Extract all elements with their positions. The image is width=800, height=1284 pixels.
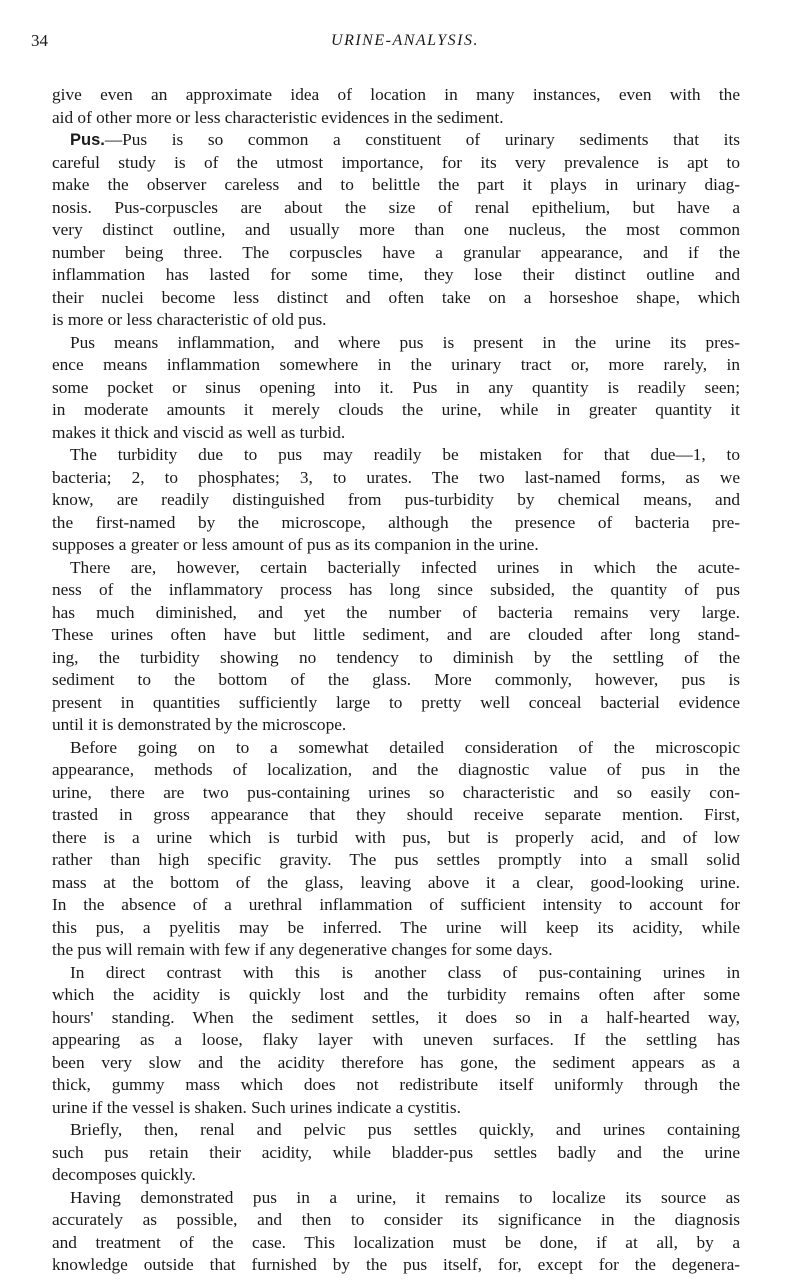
line-text: bacteria; 2, to phosphates; 3, to urates. The two last-named forms, as we bbox=[52, 467, 740, 487]
text-line bbox=[52, 939, 740, 962]
line-text: Briefly, then, renal and pelvic pus settles quickly, and urines containing bbox=[70, 1120, 740, 1139]
line-text: Before going on to a somewhat detailed consideration of the microscopic bbox=[70, 737, 740, 757]
line-text: make the observer careless and to belittle the part it plays in urinary diag- bbox=[52, 175, 740, 194]
page-number: 34 bbox=[31, 31, 48, 50]
line-text: There are, however, certain bacterially infected urines in which the acute- bbox=[70, 557, 740, 577]
line-text: give even an approximate idea of location in many instances, even with the bbox=[52, 85, 740, 104]
text-line bbox=[52, 467, 740, 490]
line-text: the pus will remain with few if any degenerative changes for some days. bbox=[52, 940, 553, 959]
line-text: present in quantities sufficiently large to pretty well conceal bacterial evidence bbox=[52, 692, 740, 712]
text-line bbox=[52, 557, 740, 580]
text-line bbox=[52, 692, 740, 715]
text-line bbox=[52, 782, 740, 805]
line-text: ness of the inflammatory process has long since subsided, the quantity of pus bbox=[52, 580, 740, 599]
line-text: there is a urine which is turbid with pus, but is properly acid, and of low bbox=[52, 827, 740, 847]
line-text: until it is demonstrated by the microscope. bbox=[52, 715, 347, 734]
line-text: rather than high specific gravity. The pus settles promptly into a small solid bbox=[52, 850, 740, 869]
text-line bbox=[52, 759, 740, 782]
text-line bbox=[52, 264, 740, 287]
line-text: urine if the vessel is shaken. Such urines indicate a cystitis. bbox=[52, 1097, 461, 1117]
text-line bbox=[52, 827, 740, 850]
line-text: makes it thick and viscid as well as turbid. bbox=[52, 422, 346, 442]
line-text: and treatment of the case. This localization must be done, if at all, by a bbox=[52, 1232, 740, 1252]
text-line bbox=[52, 1074, 740, 1097]
text-line bbox=[52, 714, 740, 737]
text-line bbox=[52, 197, 740, 220]
text-line bbox=[52, 84, 740, 107]
text-line bbox=[52, 1052, 740, 1075]
body-text bbox=[52, 84, 740, 1277]
line-text: In direct contrast with this is another class of pus-containing urines in bbox=[70, 962, 740, 982]
section-heading: Pus. bbox=[70, 131, 105, 149]
line-text: very distinct outline, and usually more than one nucleus, the most common bbox=[52, 220, 740, 239]
text-line bbox=[52, 332, 740, 355]
line-text: aid of other more or less characteristic evidences in the sediment. bbox=[52, 107, 504, 127]
running-head: URINE-ANALYSIS. bbox=[331, 32, 479, 49]
text-line bbox=[52, 624, 740, 647]
line-text: These urines often have but little sediment, and are clouded after long stand- bbox=[52, 625, 740, 644]
text-line bbox=[52, 849, 740, 872]
line-text: is more or less characteristic of old pus. bbox=[52, 310, 327, 329]
text-line bbox=[52, 219, 740, 242]
text-line bbox=[52, 1007, 740, 1030]
line-text: supposes a greater or less amount of pus as its companion in the urine. bbox=[52, 535, 539, 554]
line-text: number being three. The corpuscles have a granular appearance, and if the bbox=[52, 242, 740, 262]
line-text: trasted in gross appearance that they should receive separate mention. First, bbox=[52, 805, 740, 824]
line-text: this pus, a pyelitis may be inferred. The urine will keep its acidity, while bbox=[52, 917, 740, 937]
text-line bbox=[52, 894, 740, 917]
line-text: ing, the turbidity showing no tendency to diminish by the settling of the bbox=[52, 647, 740, 667]
line-text: The turbidity due to pus may readily be mistaken for that due—1, to bbox=[70, 445, 740, 464]
line-text: urine, there are two pus-containing urines so characteristic and so easily con- bbox=[52, 782, 740, 802]
text-line bbox=[52, 444, 740, 467]
line-text: appearance, methods of localization, and the diagnostic value of pus in the bbox=[52, 760, 740, 779]
text-line bbox=[52, 804, 740, 827]
text-line bbox=[52, 1187, 740, 1210]
text-line bbox=[52, 512, 740, 535]
line-text: nosis. Pus-corpuscles are about the size of renal epithelium, but have a bbox=[52, 197, 740, 217]
text-line bbox=[52, 287, 740, 310]
line-text: hours' standing. When the sediment settles, it does so in a half-hearted way, bbox=[52, 1007, 740, 1027]
line-text: Having demonstrated pus in a urine, it remains to localize its source as bbox=[70, 1187, 740, 1207]
text-line bbox=[52, 1029, 740, 1052]
text-line bbox=[52, 669, 740, 692]
text-line bbox=[52, 152, 740, 175]
text-line bbox=[52, 602, 740, 625]
text-line bbox=[52, 242, 740, 265]
line-text: their nuclei become less distinct and often take on a horseshoe shape, which bbox=[52, 287, 740, 307]
line-text: sediment to the bottom of the glass. More commonly, however, pus is bbox=[52, 670, 740, 689]
line-text: careful study is of the utmost importance, for its very prevalence is apt to bbox=[52, 152, 740, 172]
line-text: has much diminished, and yet the number of bacteria remains very large. bbox=[52, 602, 740, 622]
text-line bbox=[52, 579, 740, 602]
line-text: knowledge outside that furnished by the pus itself, for, except for the degenera- bbox=[52, 1255, 740, 1274]
text-line bbox=[52, 1164, 740, 1187]
line-text: ence means inflammation somewhere in the urinary tract or, more rarely, in bbox=[52, 355, 740, 374]
line-text: inflammation has lasted for some time, they lose their distinct outline and bbox=[52, 265, 740, 284]
line-text: appearing as a loose, flaky layer with uneven surfaces. If the settling has bbox=[52, 1030, 740, 1049]
text-line bbox=[52, 1097, 740, 1120]
line-text: been very slow and the acidity therefore has gone, the sediment appears as a bbox=[52, 1052, 740, 1072]
line-text: thick, gummy mass which does not redistribute itself uniformly through the bbox=[52, 1075, 740, 1094]
text-line bbox=[52, 647, 740, 670]
page-header bbox=[31, 30, 739, 52]
line-text: such pus retain their acidity, while bladder-pus settles badly and the urine bbox=[52, 1142, 740, 1162]
text-line bbox=[52, 377, 740, 400]
line-text: In the absence of a urethral inflammation of sufficient intensity to account for bbox=[52, 895, 740, 914]
line-text: in moderate amounts it merely clouds the urine, while in greater quantity it bbox=[52, 400, 740, 419]
text-line bbox=[52, 399, 740, 422]
text-line bbox=[52, 1209, 740, 1232]
text-line bbox=[52, 962, 740, 985]
text-line bbox=[52, 984, 740, 1007]
text-line bbox=[52, 1119, 740, 1142]
text-line bbox=[52, 872, 740, 895]
line-text: some pocket or sinus opening into it. Pus in any quantity is readily seen; bbox=[52, 377, 740, 397]
line-text: Pus means inflammation, and where pus is present in the urine its pres- bbox=[70, 332, 740, 352]
text-line bbox=[52, 1232, 740, 1255]
text-line bbox=[52, 309, 740, 332]
text-line bbox=[52, 107, 740, 130]
line-text: which the acidity is quickly lost and the turbidity remains often after some bbox=[52, 985, 740, 1004]
text-line bbox=[52, 489, 740, 512]
line-text: —Pus is so common a constituent of urinary sediments that its bbox=[104, 130, 740, 149]
line-text: mass at the bottom of the glass, leaving above it a clear, good-looking urine. bbox=[52, 872, 740, 892]
line-text: know, are readily distinguished from pus-turbidity by chemical means, and bbox=[52, 490, 740, 509]
line-text: accurately as possible, and then to consider its significance in the diagnosis bbox=[52, 1210, 740, 1229]
text-line bbox=[52, 917, 740, 940]
text-line bbox=[52, 534, 740, 557]
text-line bbox=[52, 1142, 740, 1165]
text-line bbox=[52, 1254, 740, 1277]
text-line bbox=[52, 422, 740, 445]
text-line bbox=[52, 174, 740, 197]
text-line bbox=[52, 354, 740, 377]
line-text: the first-named by the microscope, although the presence of bacteria pre- bbox=[52, 512, 740, 532]
line-text: decomposes quickly. bbox=[52, 1165, 196, 1184]
text-line bbox=[52, 129, 740, 152]
text-line bbox=[52, 737, 740, 760]
